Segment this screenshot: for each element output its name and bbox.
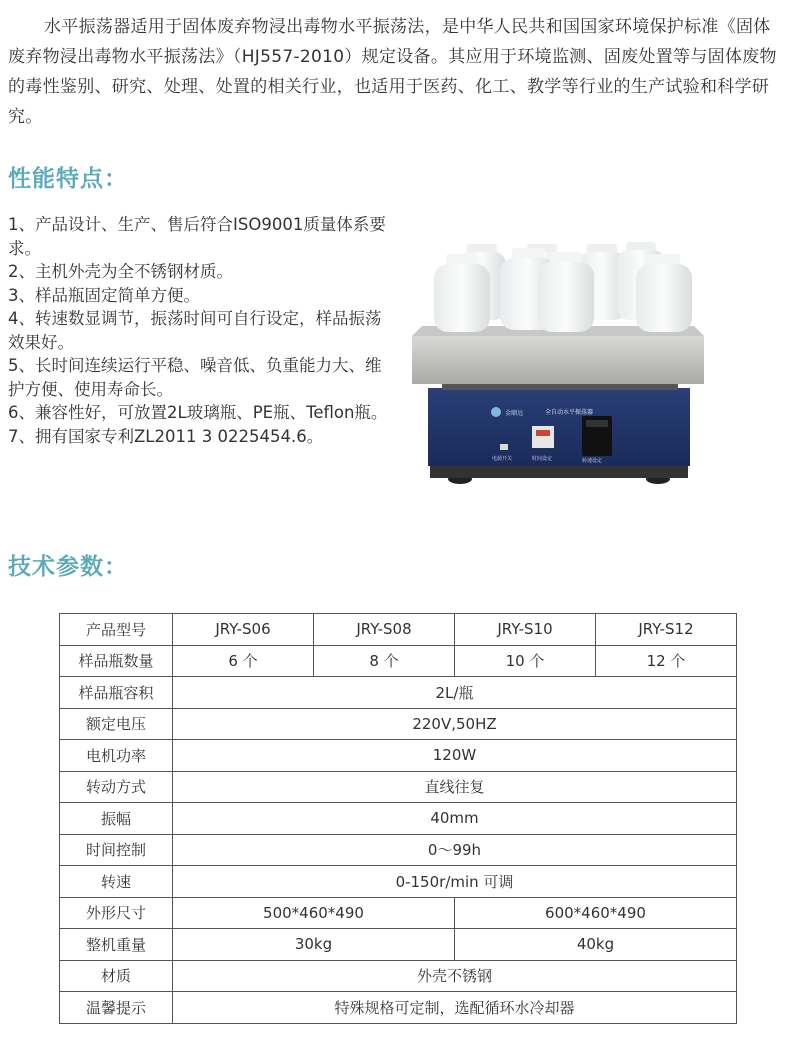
table-cell: 500*460*490: [173, 897, 455, 929]
table-cell: 直线往复: [173, 771, 737, 803]
table-label: 转速: [60, 866, 173, 898]
features-heading: 性能特点：: [8, 166, 128, 192]
table-cell: JRY-S06: [173, 614, 314, 646]
table-cell: JRY-S12: [596, 614, 737, 646]
table-label: 材质: [60, 960, 173, 992]
table-label: 产品型号: [60, 614, 173, 646]
table-cell: 12 个: [596, 645, 737, 677]
table-cell: 600*460*490: [455, 897, 737, 929]
spec-table: [59, 613, 737, 1024]
spec-heading: 技术参数：: [8, 554, 128, 580]
feature-item: 4、转速数显调节，振荡时间可自行设定，样品振荡效果好。: [8, 309, 382, 352]
feature-item: 3、样品瓶固定简单方便。: [8, 285, 200, 305]
table-cell: 10 个: [455, 645, 596, 677]
feature-item: 2、主机外壳为全不锈钢材质。: [8, 262, 233, 281]
table-label: 样品瓶容积: [60, 677, 173, 709]
table-cell: 外壳不锈钢: [173, 960, 737, 992]
brand-logo-text: 金顺远: [505, 410, 524, 417]
table-label: 外形尺寸: [60, 897, 173, 929]
table-cell: 6 个: [173, 645, 314, 677]
machine-steel-tray: [412, 336, 704, 384]
machine-base-plinth: [430, 464, 688, 478]
power-switch: [500, 444, 508, 450]
table-row: [60, 771, 737, 803]
table-cell: 40mm: [173, 803, 737, 835]
time-set-label: 时间设定: [532, 456, 553, 462]
table-label: 时间控制: [60, 834, 173, 866]
brand-logo-icon: [491, 407, 501, 417]
feature-item: 7、拥有国家专利ZL2011 3 0225454.6。: [8, 426, 324, 446]
sample-bottles: [434, 242, 692, 332]
table-label: 振幅: [60, 803, 173, 835]
shaker-machine-image: [412, 236, 704, 486]
table-row: [60, 803, 737, 835]
intro-paragraph: [8, 12, 786, 132]
table-label: 整机重量: [60, 929, 173, 961]
table-row: [60, 897, 737, 929]
table-row: [60, 866, 737, 898]
table-cell: 30kg: [173, 929, 455, 961]
machine-blue-body: [428, 388, 690, 466]
table-label: 样品瓶数量: [60, 645, 173, 677]
power-switch-label: 电源开关: [492, 456, 513, 462]
table-row: [60, 677, 737, 709]
table-label: 电机功率: [60, 740, 173, 772]
table-cell: 40kg: [455, 929, 737, 961]
table-cell: 120W: [173, 740, 737, 772]
table-cell: JRY-S10: [455, 614, 596, 646]
table-cell: 2L/瓶: [173, 677, 737, 709]
speed-set-label: 转速设定: [582, 458, 603, 464]
table-row: [60, 992, 737, 1024]
table-label: 转动方式: [60, 771, 173, 803]
table-cell: 220V,50HZ: [173, 708, 737, 740]
table-row: [60, 614, 737, 646]
feature-item: 6、兼容性好，可放置2L玻璃瓶、PE瓶、Teflon瓶。: [8, 403, 388, 422]
feature-item: 1、产品设计、生产、售后符合ISO9001质量体系要求。: [8, 215, 386, 258]
table-row: [60, 740, 737, 772]
table-row: [60, 834, 737, 866]
table-cell: 8 个: [314, 645, 455, 677]
table-label: 温馨提示: [60, 992, 173, 1024]
table-row: [60, 645, 737, 677]
table-cell: 0～99h: [173, 834, 737, 866]
time-display: [532, 426, 554, 448]
table-row: [60, 960, 737, 992]
panel-title: 全自动水平振荡器: [545, 409, 594, 416]
table-cell: 0-150r/min 可调: [173, 866, 737, 898]
table-row: [60, 929, 737, 961]
intro-text: 水平振荡器适用于固体废弃物浸出毒物水平振荡法，是中华人民共和国国家环境保护标准《固体废弃物浸出毒物水平振荡法》（HJ557-2010）规定设备。其应用于环境监测、固废处置等与固体废物的毒性鉴别、研究、处理、处置的相关行业，也适用于医药、化工、教学等行业的生产试验和科学研究。: [8, 17, 777, 127]
table-cell: JRY-S08: [314, 614, 455, 646]
features-list: [8, 213, 388, 448]
table-row: [60, 708, 737, 740]
table-label: 额定电压: [60, 708, 173, 740]
table-cell: 特殊规格可定制，选配循环水冷却器: [173, 992, 737, 1024]
feature-item: 5、长时间连续运行平稳、噪音低、负重能力大、维护方便、使用寿命长。: [8, 356, 382, 399]
